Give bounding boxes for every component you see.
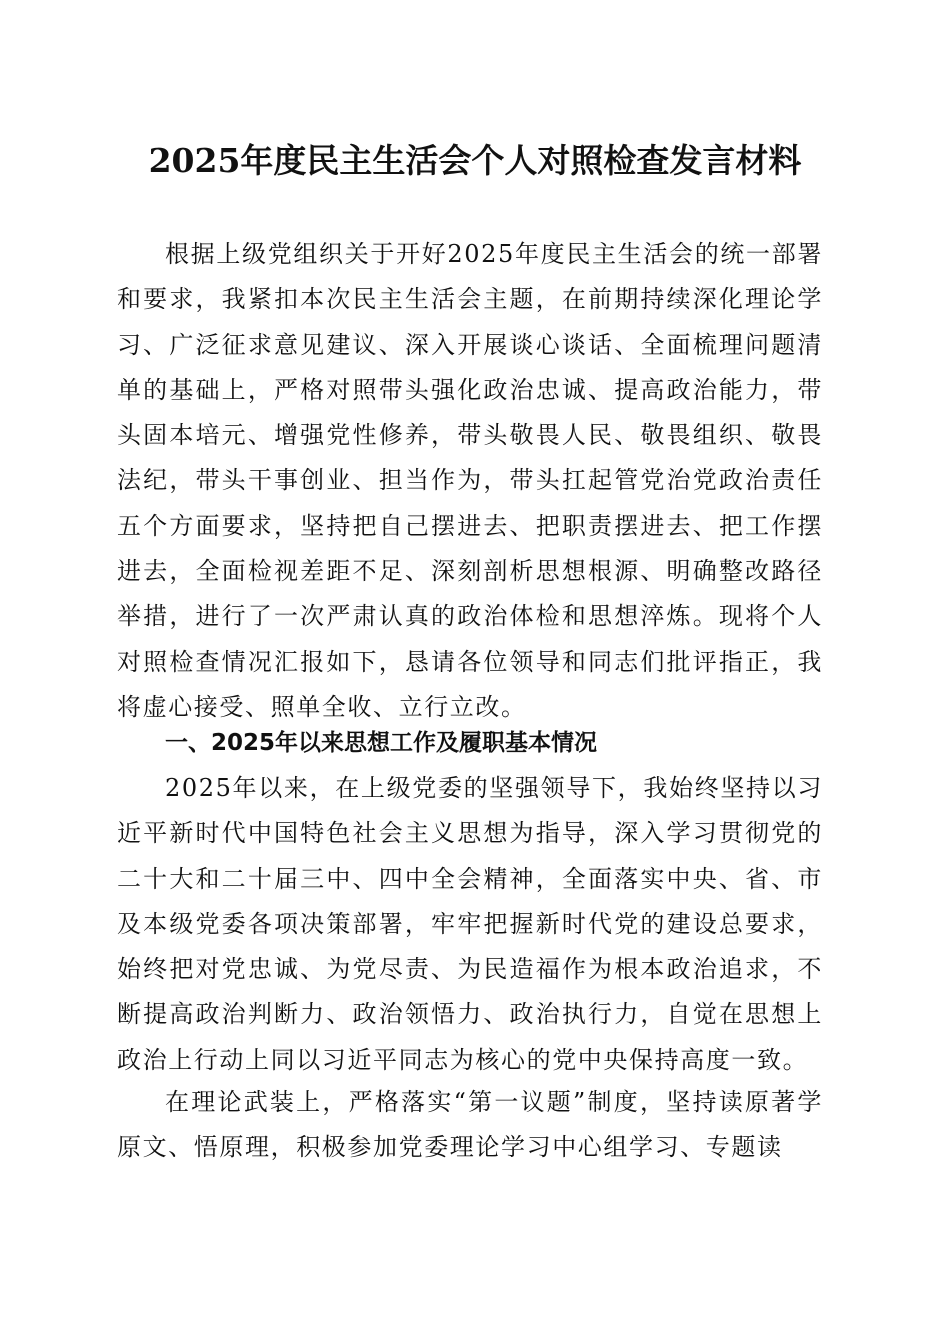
- intro-paragraph: 根据上级党组织关于开好2025年度民主生活会的统一部署和要求，我紧扣本次民主生活会主题，在前期持续深化理论学习、广泛征求意见建议、深入开展谈心谈话、全面梳理问题清单的基础上，严格对照带头强化政治忠诚、提高政治能力，带头固本培元、增强党性修养，带头敬畏人民、敬畏组织、敬畏法纪，带头干事创业、担当作为，带头扛起管党治党政治责任五个方面要求，坚持把自己摆进去、把职责摆进去、把工作摆进去，全面检视差距不足、深刻剖析思想根源、明确整改路径举措，进行了一次严肃认真的政治体检和思想淬炼。现将个人对照检查情况汇报如下，恳请各位领导和同志们批评指正，我将虚心接受、照单全收、立行立改。: [117, 240, 823, 721]
- section-1-paragraph-2: 在理论武装上，严格落实“第一议题”制度，坚持读原著学原文、悟原理，积极参加党委理论学习中心组学习、专题读: [117, 1088, 823, 1162]
- document-title: 2025年度民主生活会个人对照检查发言材料: [148, 141, 802, 180]
- section-1-paragraph-1: 2025年以来，在上级党委的坚强领导下，我始终坚持以习近平新时代中国特色社会主义思想为指导，深入学习贯彻党的二十大和二十届三中、四中全会精神，全面落实中央、省、市及本级党委各项决策部署，牢牢把握新时代党的建设总要求，始终把对党忠诚、为党尽责、为民造福作为根本政治追求，不断提高政治判断力、政治领悟力、政治执行力，自觉在思想上政治上行动上同以习近平同志为核心的党中央保持高度一致。: [117, 774, 823, 1074]
- section-heading-1: 一、2025年以来思想工作及履职基本情况: [165, 730, 598, 756]
